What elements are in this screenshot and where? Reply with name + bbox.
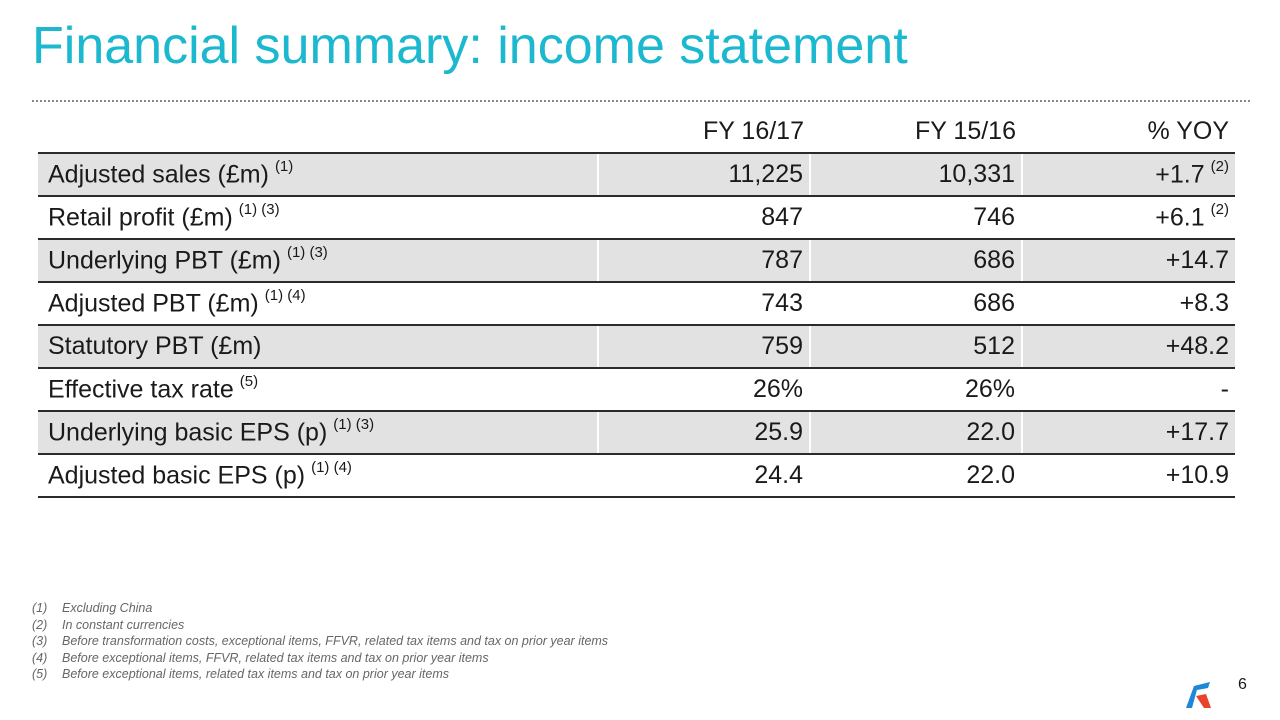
table-row [38, 411, 1235, 454]
cell-yoy: +17.7 [1022, 411, 1235, 454]
cell-fy16: 22.0 [810, 454, 1022, 497]
table-row [38, 153, 1235, 196]
cell-yoy: +14.7 [1022, 239, 1235, 282]
cell-fy17: 787 [598, 239, 810, 282]
page-title: Financial summary: income statement [32, 17, 908, 75]
cell-fy17: 759 [598, 325, 810, 368]
table-row [38, 282, 1235, 325]
footnote: (2) In constant currencies [32, 617, 185, 632]
footnote: (5) Before exceptional items, related tax items and tax on prior year items [32, 667, 449, 681]
row-label: Adjusted sales (£m) $^{(1)}$ [38, 153, 598, 196]
table-header-row [38, 110, 1235, 153]
row-label: Underlying basic EPS (p) $^{(1) (3)}$ [38, 411, 598, 454]
page-number: 6 [1238, 676, 1247, 693]
cell-fy16: 686 [810, 239, 1022, 282]
cell-fy16: 686 [810, 282, 1022, 325]
cell-fy17: 743 [598, 282, 810, 325]
footnote: (1) Excluding China [32, 601, 153, 615]
footnote-ref: (1) (4) [311, 458, 352, 476]
cell-fy17: 24.4 [598, 454, 810, 497]
footnote-ref: (5) [239, 372, 259, 390]
header-fy17: FY 16/17 [598, 110, 810, 153]
cell-yoy: +48.2 [1022, 325, 1235, 368]
cell-fy17: 11,225 [598, 153, 810, 196]
footnote-ref: (1) (4) [264, 286, 306, 304]
footnote-ref: (1) (3) [238, 200, 280, 218]
cell-fy17: 26% [598, 368, 810, 411]
footnote: (4) Before exceptional items, FFVR, related tax items and tax on prior year items [32, 650, 489, 665]
cell-yoy: +10.9 [1022, 454, 1235, 497]
income-statement-table [38, 110, 1235, 498]
header-blank [38, 110, 598, 153]
cell-fy16: 22.0 [810, 411, 1022, 454]
cell-yoy: +1.7 $^{(2)}$ [1022, 153, 1235, 196]
row-label: Retail profit (£m) $^{(1) (3)}$ [38, 196, 598, 239]
title-divider [32, 100, 1250, 102]
table-row [38, 239, 1235, 282]
cell-fy16: 10,331 [810, 153, 1022, 196]
footnote-ref: (2) [1210, 200, 1229, 218]
footnote-ref: (1) [274, 157, 294, 175]
table-row [38, 368, 1235, 411]
cell-fy17: 847 [598, 196, 810, 239]
cell-fy16: 746 [810, 196, 1022, 239]
cell-fy16: 26% [810, 368, 1022, 411]
cell-yoy: +6.1 $^{(2)}$ [1022, 196, 1235, 239]
company-logo-icon [1184, 680, 1212, 710]
cell-yoy: - [1022, 368, 1235, 411]
cell-fy17: 25.9 [598, 411, 810, 454]
header-yoy: % YOY [1022, 110, 1235, 153]
row-label: Underlying PBT (£m) $^{(1) (3)}$ [38, 239, 598, 282]
footnote-ref: (2) [1210, 157, 1229, 175]
table-row [38, 454, 1235, 497]
cell-yoy: +8.3 [1022, 282, 1235, 325]
cell-fy16: 512 [810, 325, 1022, 368]
header-fy16: FY 15/16 [810, 110, 1022, 153]
row-label: Adjusted basic EPS (p) $^{(1) (4)}$ [38, 454, 598, 497]
footnote-ref: (1) (3) [286, 243, 328, 261]
footnotes [32, 600, 608, 683]
row-label: Statutory PBT (£m) [38, 325, 598, 368]
row-label: Adjusted PBT (£m) $^{(1) (4)}$ [38, 282, 598, 325]
footnote: (3) Before transformation costs, exceptional items, FFVR, related tax items and tax on prior year items [32, 634, 609, 648]
row-label: Effective tax rate $^{(5)}$ [38, 368, 598, 411]
table-row [38, 196, 1235, 239]
table-row [38, 325, 1235, 368]
footnote-ref: (1) (3) [333, 415, 375, 433]
